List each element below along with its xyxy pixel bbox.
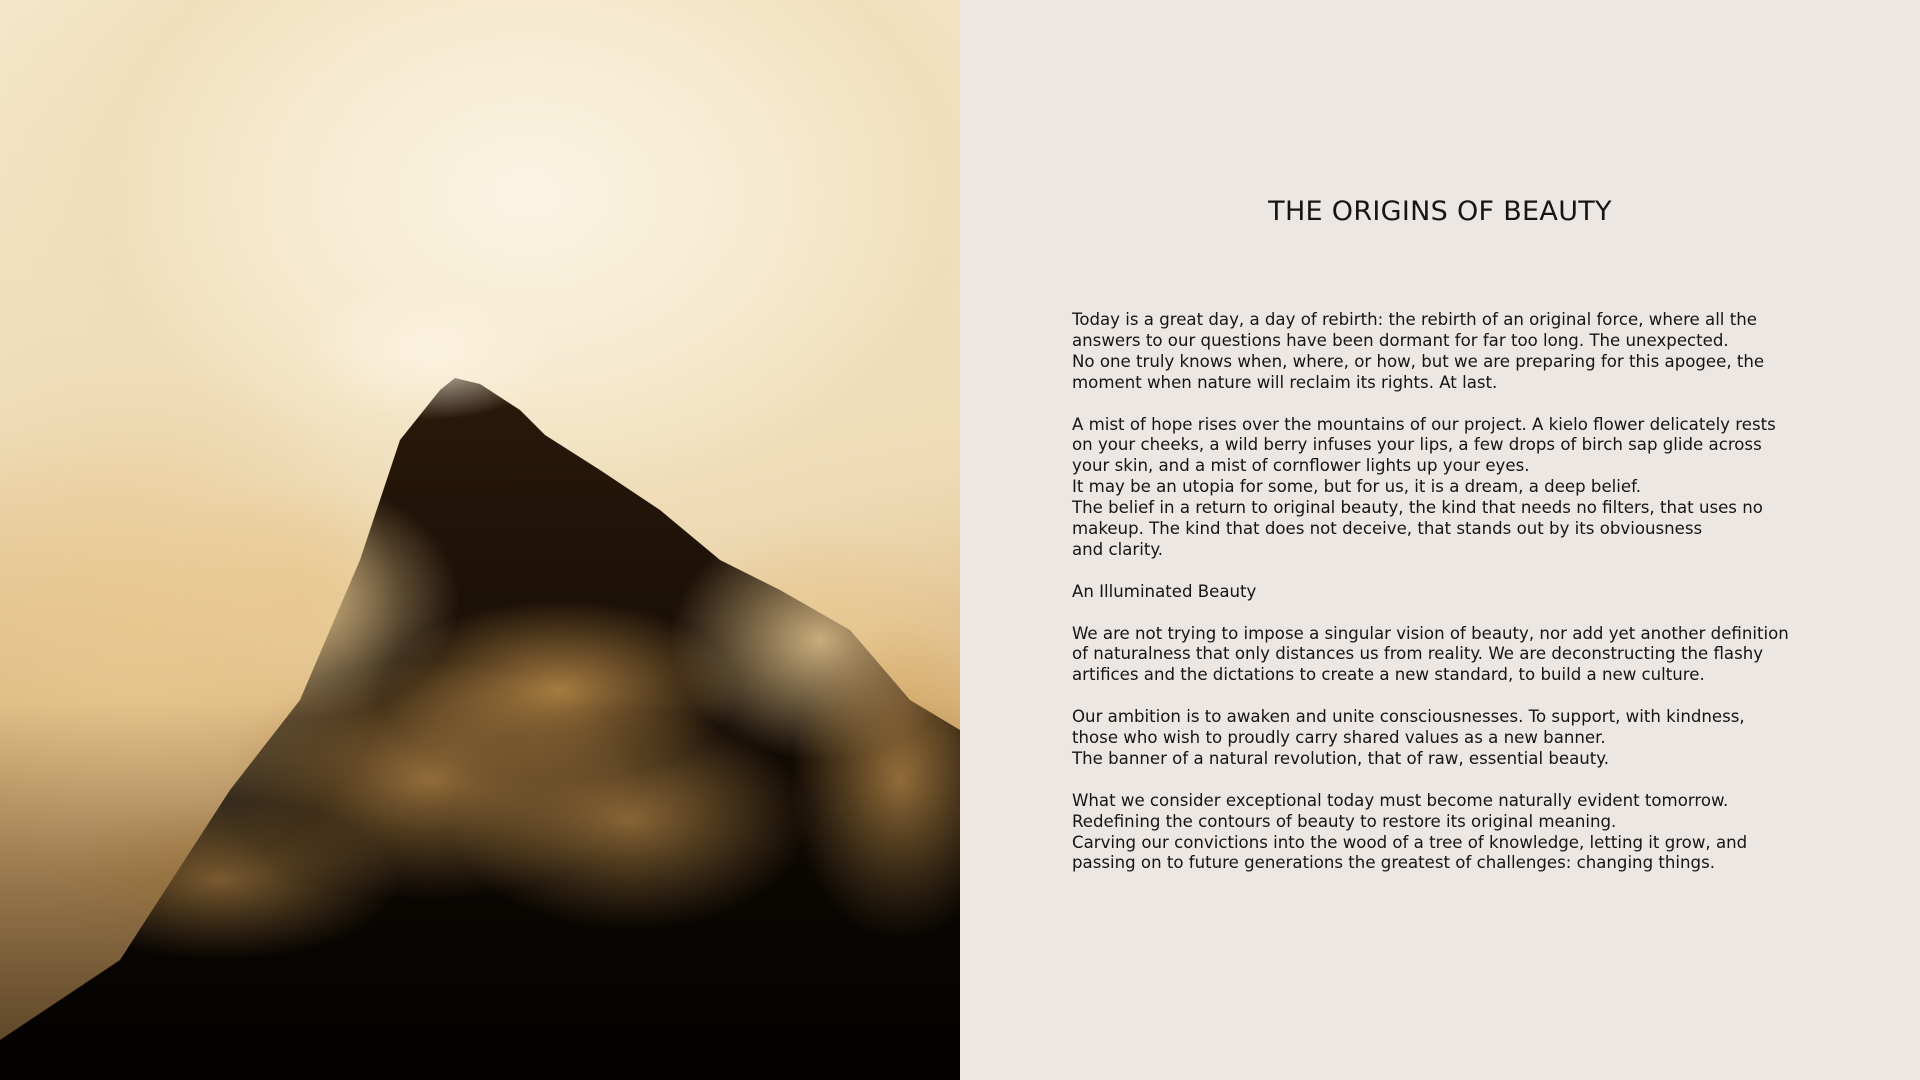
paragraph bbox=[1072, 791, 1832, 875]
text-line: We are not trying to impose a singular vision of beauty, nor add yet another definition bbox=[1072, 623, 1789, 643]
text-line: A mist of hope rises over the mountains of our project. A kielo flower delicately rests bbox=[1072, 414, 1776, 434]
text-line: your skin, and a mist of cornflower lights up your eyes. bbox=[1072, 456, 1530, 476]
paragraph bbox=[1072, 310, 1832, 394]
text-line: Carving our convictions into the wood of a tree of knowledge, letting it grow, and bbox=[1072, 832, 1748, 852]
text-line: artifices and the dictations to create a new standard, to build a new culture. bbox=[1072, 665, 1705, 685]
text-line: It may be an utopia for some, but for us, it is a dream, a deep belief. bbox=[1072, 477, 1642, 497]
text-line: Redefining the contours of beauty to restore its original meaning. bbox=[1072, 811, 1617, 831]
text-line: The banner of a natural revolution, that of raw, essential beauty. bbox=[1072, 748, 1609, 768]
text-line: of naturalness that only distances us from reality. We are deconstructing the flashy bbox=[1072, 644, 1764, 664]
paragraph bbox=[1072, 415, 1832, 561]
text-line: moment when nature will reclaim its rights. At last. bbox=[1072, 372, 1498, 392]
text-line: and clarity. bbox=[1072, 539, 1164, 559]
text-line: The belief in a return to original beauty, the kind that needs no filters, that uses no bbox=[1072, 498, 1763, 518]
text-line: Today is a great day, a day of rebirth: the rebirth of an original force, where all the bbox=[1072, 310, 1757, 329]
text-line: makeup. The kind that does not deceive, that stands out by its obviousness bbox=[1072, 519, 1703, 539]
body-text bbox=[1072, 310, 1832, 895]
paragraph bbox=[1072, 624, 1832, 687]
text-line: What we consider exceptional today must become naturally evident tomorrow. bbox=[1072, 790, 1729, 810]
text-panel bbox=[960, 0, 1920, 1080]
text-line: No one truly knows when, where, or how, but we are preparing for this apogee, the bbox=[1072, 351, 1765, 371]
text-line: An Illuminated Beauty bbox=[1072, 581, 1257, 601]
text-line: passing on to future generations the greatest of challenges: changing things. bbox=[1072, 853, 1715, 873]
section-subtitle bbox=[1072, 582, 1832, 603]
paragraph bbox=[1072, 707, 1832, 770]
text-line: on your cheeks, a wild berry infuses your lips, a few drops of birch sap glide across bbox=[1072, 435, 1762, 455]
page-title: THE ORIGINS OF BEAUTY bbox=[1268, 196, 1612, 227]
text-line: answers to our questions have been dormant for far too long. The unexpected. bbox=[1072, 330, 1729, 350]
text-line: those who wish to proudly carry shared values as a new banner. bbox=[1072, 728, 1606, 748]
text-line: Our ambition is to awaken and unite consciousnesses. To support, with kindness, bbox=[1072, 707, 1745, 727]
